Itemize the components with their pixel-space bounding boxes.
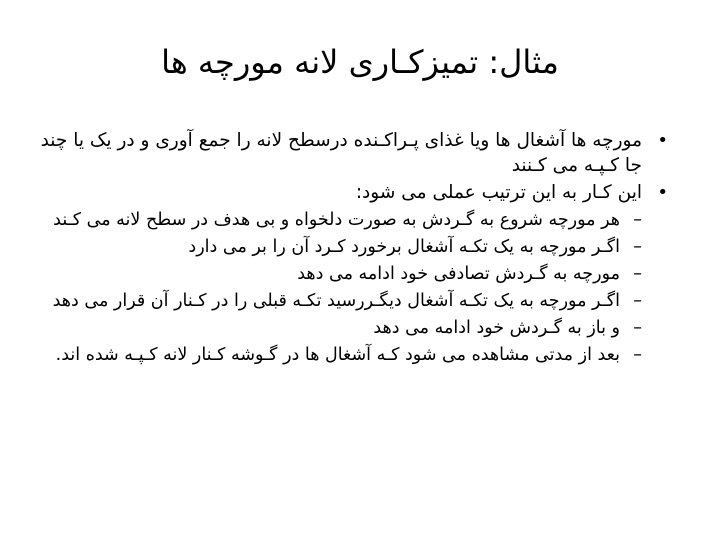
sub-bullet-text: هر مورچه شروع به گـردش به صورت دلخواه و بی هدف در سطح لانه می کـند bbox=[53, 210, 620, 230]
dash-icon: – bbox=[633, 210, 642, 230]
sub-bullet-item bbox=[28, 344, 642, 367]
dash-icon: – bbox=[633, 264, 642, 284]
dash-icon: – bbox=[633, 291, 642, 311]
sub-bullet-item bbox=[28, 290, 642, 313]
bullet-dot-icon: • bbox=[657, 182, 668, 203]
sub-bullet-text: بعد از مدتی مشاهده می شود کـه آشغال ها در گـوشه کـنار لانه کـپـه شده اند. bbox=[55, 345, 620, 365]
dash-icon: – bbox=[633, 318, 642, 338]
sub-bullet-text: اگـر مورچه به یک تکـه آشغال دیگـررسید تکـه قبلی را در کـنار آن قرار می دهد bbox=[52, 291, 620, 311]
slide-title: مثال: تمیزکـاری لانه مورچه ها bbox=[161, 43, 559, 81]
sub-bullet-list bbox=[28, 209, 642, 367]
sub-bullet-text: اگـر مورچه به یک تکـه آشغال برخورد کـرد آن را بر می دارد bbox=[188, 237, 620, 257]
bullet-dot-icon: • bbox=[657, 130, 668, 151]
bullet-item bbox=[28, 128, 668, 178]
sub-bullet-item bbox=[28, 209, 642, 232]
sub-bullet-text: و باز به گـردش خود ادامه می دهد bbox=[373, 318, 620, 338]
sub-bullet-item bbox=[28, 317, 642, 340]
bullet-text: این کـار به این ترتیب عملی می شود: bbox=[355, 182, 642, 203]
sub-bullet-item bbox=[28, 236, 642, 259]
dash-icon: – bbox=[633, 237, 642, 257]
sub-bullet-text: مورچه به گـردش تصادفی خود ادامه می دهد bbox=[297, 264, 620, 284]
sub-bullet-item bbox=[28, 263, 642, 286]
dash-icon: – bbox=[633, 345, 642, 365]
bullet-item bbox=[28, 180, 668, 367]
bullet-text: مورچه ها آشغال ها ویا غذای پـراکـنده درسطح لانه را جمع آوری و در یک یا چند جا کـپـه می کـنند bbox=[40, 130, 642, 176]
bullet-list bbox=[28, 128, 668, 371]
